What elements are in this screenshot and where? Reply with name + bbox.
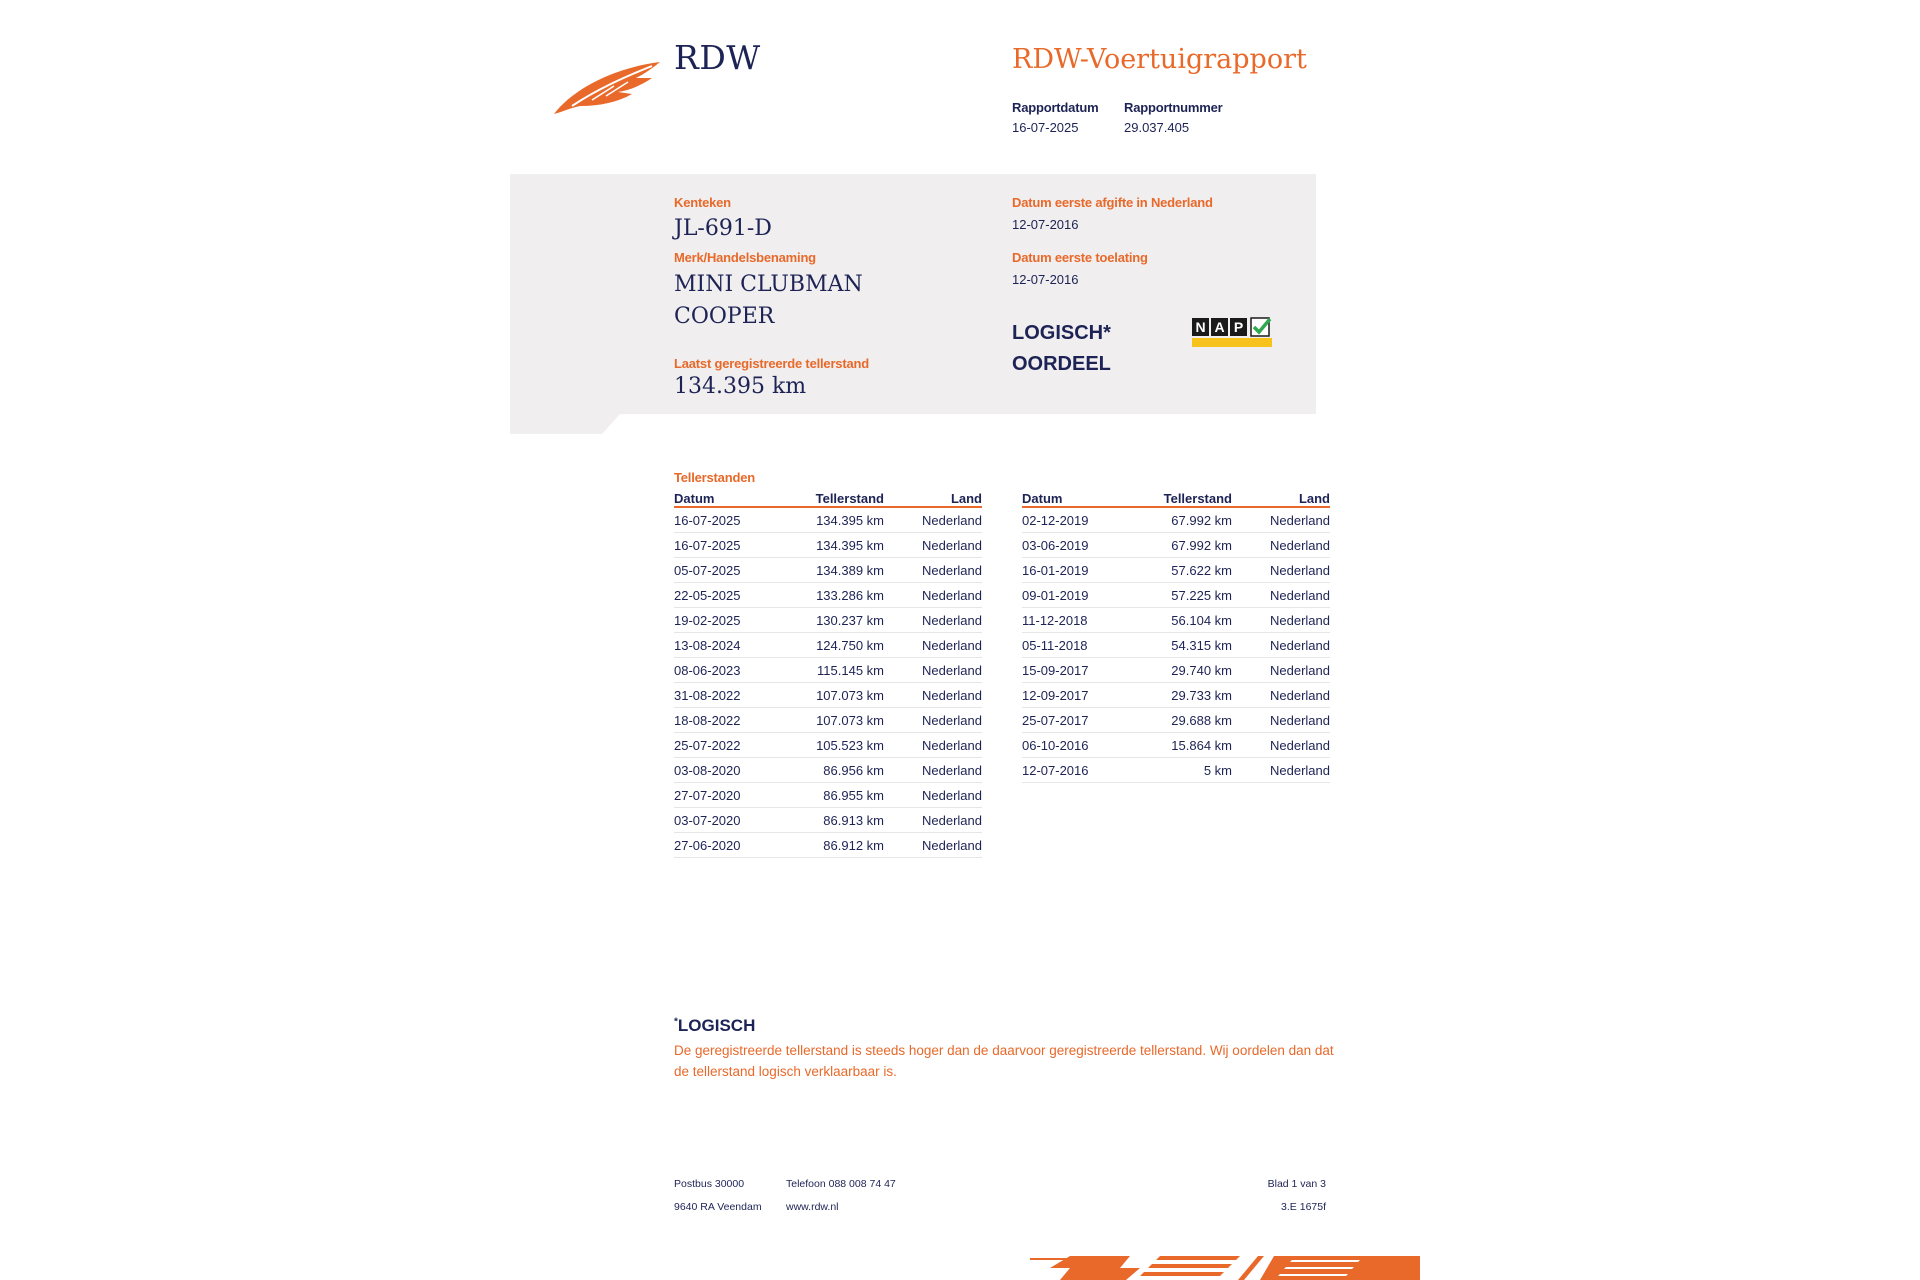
table-row xyxy=(674,833,982,858)
cell-date: 16-07-2025 xyxy=(674,507,784,533)
footnote-marker: * xyxy=(674,1016,678,1028)
footer-website-link[interactable]: www.rdw.nl xyxy=(786,1201,839,1213)
cell-odometer: 107.073 km xyxy=(784,708,884,733)
cell-date: 05-11-2018 xyxy=(1022,633,1132,658)
cell-date: 05-07-2025 xyxy=(674,558,784,583)
rdw-stripes-decoration xyxy=(1030,1248,1420,1280)
cell-odometer: 86.956 km xyxy=(784,758,884,783)
table-row xyxy=(674,658,982,683)
cell-date: 27-06-2020 xyxy=(674,833,784,858)
odometer-value: 134.395 km xyxy=(674,374,807,399)
table-row xyxy=(674,533,982,558)
cell-country: Nederland xyxy=(1232,683,1330,708)
cell-date: 11-12-2018 xyxy=(1022,608,1132,633)
cell-date: 18-08-2022 xyxy=(674,708,784,733)
panel-notch xyxy=(510,414,620,434)
cell-odometer: 133.286 km xyxy=(784,583,884,608)
cell-odometer: 56.104 km xyxy=(1132,608,1232,633)
table-row xyxy=(1022,583,1330,608)
vehicle-summary-panel xyxy=(510,174,1316,414)
cell-odometer: 29.740 km xyxy=(1132,658,1232,683)
cell-odometer: 5 km xyxy=(1132,758,1232,783)
cell-country: Nederland xyxy=(884,808,982,833)
table-row xyxy=(674,783,982,808)
table-row xyxy=(1022,758,1330,783)
cell-country: Nederland xyxy=(884,507,982,533)
cell-odometer: 67.992 km xyxy=(1132,533,1232,558)
column-header-date: Datum xyxy=(1022,490,1132,507)
cell-date: 27-07-2020 xyxy=(674,783,784,808)
cell-odometer: 54.315 km xyxy=(1132,633,1232,658)
odometer-readings-title: Tellerstanden xyxy=(674,470,755,485)
cell-country: Nederland xyxy=(884,533,982,558)
verdict-line1: LOGISCH* xyxy=(1012,322,1111,344)
plate-value: JL-691-D xyxy=(674,216,772,241)
cell-date: 03-06-2019 xyxy=(1022,533,1132,558)
table-row xyxy=(1022,507,1330,533)
nap-letter-a: A xyxy=(1211,318,1228,336)
odometer-table-right xyxy=(1022,490,1330,783)
table-row xyxy=(674,507,982,533)
table-header-row xyxy=(1022,490,1330,507)
make-value-line1: MINI CLUBMAN xyxy=(674,272,863,297)
cell-date: 25-07-2022 xyxy=(674,733,784,758)
brand-name: RDW xyxy=(674,38,761,77)
cell-odometer: 57.225 km xyxy=(1132,583,1232,608)
footnote-text: De geregistreerde tellerstand is steeds hoger dan de daarvoor geregistreerde tellerstand. Wij oordelen dan dat de tellerstand logisch verklaarbaar is. xyxy=(674,1043,1334,1079)
rdw-feather-logo-icon xyxy=(552,60,662,116)
cell-odometer: 134.389 km xyxy=(784,558,884,583)
first-admission-value: 12-07-2016 xyxy=(1012,272,1079,287)
table-row xyxy=(1022,708,1330,733)
cell-date: 02-12-2019 xyxy=(1022,507,1132,533)
footer-document-code: 3.E 1675f xyxy=(1281,1201,1326,1213)
cell-country: Nederland xyxy=(884,833,982,858)
table-header-row xyxy=(674,490,982,507)
column-header-country: Land xyxy=(1232,490,1330,507)
cell-odometer: 86.913 km xyxy=(784,808,884,833)
cell-country: Nederland xyxy=(884,708,982,733)
table-row xyxy=(1022,533,1330,558)
cell-country: Nederland xyxy=(884,683,982,708)
plate-label: Kenteken xyxy=(674,195,731,210)
table-row xyxy=(674,583,982,608)
column-header-country: Land xyxy=(884,490,982,507)
cell-country: Nederland xyxy=(884,733,982,758)
table-row xyxy=(1022,683,1330,708)
report-number: 29.037.405 xyxy=(1124,120,1190,135)
cell-country: Nederland xyxy=(1232,558,1330,583)
cell-date: 06-10-2016 xyxy=(1022,733,1132,758)
cell-date: 09-01-2019 xyxy=(1022,583,1132,608)
nap-letter-p: P xyxy=(1230,318,1247,336)
cell-odometer: 115.145 km xyxy=(784,658,884,683)
nap-yellow-bar xyxy=(1192,338,1272,347)
table-row xyxy=(1022,658,1330,683)
make-value-line2: COOPER xyxy=(674,304,775,329)
cell-odometer: 130.237 km xyxy=(784,608,884,633)
table-row xyxy=(674,733,982,758)
cell-odometer: 86.912 km xyxy=(784,833,884,858)
cell-date: 25-07-2017 xyxy=(1022,708,1132,733)
odometer-table-left xyxy=(674,490,982,858)
cell-date: 19-02-2025 xyxy=(674,608,784,633)
cell-date: 12-07-2016 xyxy=(1022,758,1132,783)
cell-country: Nederland xyxy=(1232,633,1330,658)
make-label: Merk/Handelsbenaming xyxy=(674,250,816,265)
first-issue-nl-value: 12-07-2016 xyxy=(1012,217,1079,232)
report-date: 16-07-2025 xyxy=(1012,120,1079,135)
cell-date: 12-09-2017 xyxy=(1022,683,1132,708)
cell-odometer: 29.733 km xyxy=(1132,683,1232,708)
cell-date: 13-08-2024 xyxy=(674,633,784,658)
cell-country: Nederland xyxy=(1232,758,1330,783)
report-number-label: Rapportnummer xyxy=(1124,100,1223,115)
cell-country: Nederland xyxy=(884,558,982,583)
cell-date: 03-08-2020 xyxy=(674,758,784,783)
nap-check-icon xyxy=(1250,316,1272,338)
table-row xyxy=(674,683,982,708)
table-row xyxy=(1022,733,1330,758)
cell-date: 16-07-2025 xyxy=(674,533,784,558)
column-header-odometer: Tellerstand xyxy=(784,490,884,507)
cell-country: Nederland xyxy=(1232,733,1330,758)
table-row xyxy=(1022,558,1330,583)
verdict-line2: OORDEEL xyxy=(1012,353,1111,375)
cell-country: Nederland xyxy=(884,658,982,683)
cell-date: 31-08-2022 xyxy=(674,683,784,708)
cell-odometer: 67.992 km xyxy=(1132,507,1232,533)
cell-country: Nederland xyxy=(884,583,982,608)
nap-letter-n: N xyxy=(1192,318,1209,336)
cell-country: Nederland xyxy=(1232,507,1330,533)
cell-country: Nederland xyxy=(884,783,982,808)
cell-odometer: 15.864 km xyxy=(1132,733,1232,758)
footer-page-number: Blad 1 van 3 xyxy=(1267,1178,1326,1190)
column-header-date: Datum xyxy=(674,490,784,507)
table-row xyxy=(674,558,982,583)
cell-country: Nederland xyxy=(884,633,982,658)
cell-country: Nederland xyxy=(1232,708,1330,733)
cell-country: Nederland xyxy=(1232,583,1330,608)
cell-odometer: 124.750 km xyxy=(784,633,884,658)
table-row xyxy=(674,633,982,658)
cell-odometer: 57.622 km xyxy=(1132,558,1232,583)
cell-country: Nederland xyxy=(1232,533,1330,558)
cell-odometer: 29.688 km xyxy=(1132,708,1232,733)
cell-date: 03-07-2020 xyxy=(674,808,784,833)
cell-odometer: 105.523 km xyxy=(784,733,884,758)
cell-country: Nederland xyxy=(1232,608,1330,633)
cell-odometer: 134.395 km xyxy=(784,533,884,558)
cell-date: 22-05-2025 xyxy=(674,583,784,608)
table-row xyxy=(1022,633,1330,658)
footnote-title-text: LOGISCH xyxy=(677,1016,756,1035)
cell-date: 16-01-2019 xyxy=(1022,558,1132,583)
column-header-odometer: Tellerstand xyxy=(1132,490,1232,507)
table-row xyxy=(674,808,982,833)
table-row xyxy=(1022,608,1330,633)
cell-date: 15-09-2017 xyxy=(1022,658,1132,683)
cell-odometer: 134.395 km xyxy=(784,507,884,533)
cell-country: Nederland xyxy=(1232,658,1330,683)
odometer-label: Laatst geregistreerde tellerstand xyxy=(674,356,869,371)
table-row xyxy=(674,708,982,733)
cell-odometer: 86.955 km xyxy=(784,783,884,808)
cell-country: Nederland xyxy=(884,758,982,783)
footer-address-line2: 9640 RA Veendam xyxy=(674,1201,762,1213)
footnote-title xyxy=(674,1016,755,1036)
first-admission-label: Datum eerste toelating xyxy=(1012,250,1148,265)
first-issue-nl-label: Datum eerste afgifte in Nederland xyxy=(1012,195,1213,210)
verdict xyxy=(1012,318,1132,380)
report-title: RDW-Voertuigrapport xyxy=(1012,44,1307,75)
cell-date: 08-06-2023 xyxy=(674,658,784,683)
table-row xyxy=(674,608,982,633)
nap-logo xyxy=(1192,318,1272,348)
cell-country: Nederland xyxy=(884,608,982,633)
table-row xyxy=(674,758,982,783)
footer-phone: Telefoon 088 008 74 47 xyxy=(786,1178,896,1190)
cell-odometer: 107.073 km xyxy=(784,683,884,708)
footer-address-line1: Postbus 30000 xyxy=(674,1178,745,1190)
report-date-label: Rapportdatum xyxy=(1012,100,1099,115)
